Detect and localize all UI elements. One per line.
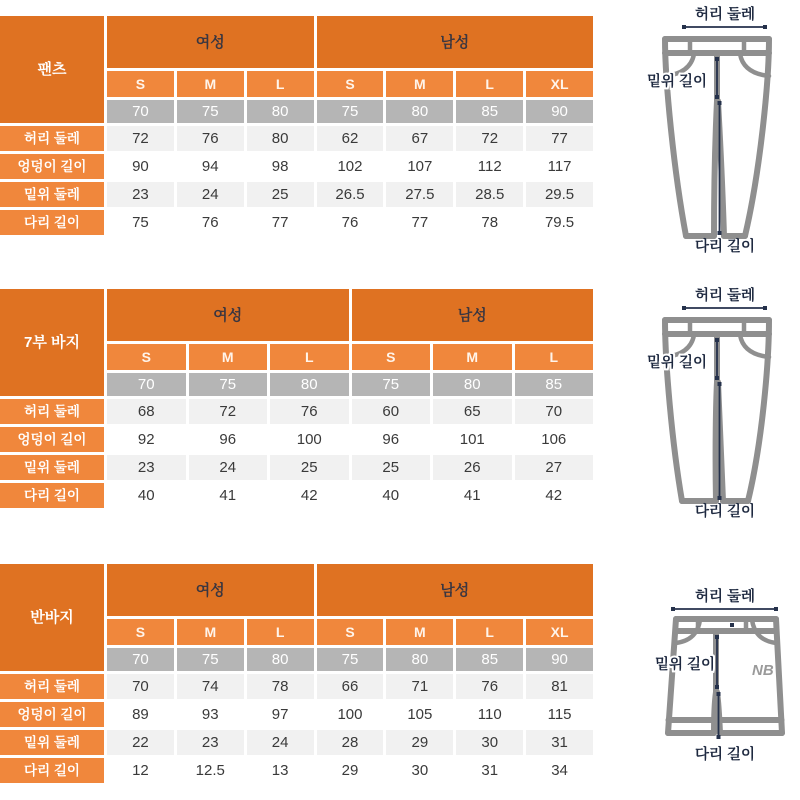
size-measure-cell: 80 [386,648,453,671]
value-cell: 28.5 [456,182,523,207]
value-cell: 110 [456,702,523,727]
size-measure-cell: 80 [386,100,453,123]
size-measure-cell: 75 [177,100,244,123]
row-label-cell: 다리 길이 [0,758,104,783]
size-measure-cell: 80 [270,373,349,396]
value-cell: 40 [107,483,186,508]
value-cell: 42 [270,483,349,508]
value-cell: 31 [526,730,593,755]
row-label-cell: 허리 둘레 [0,126,104,151]
value-cell: 66 [317,674,384,699]
size-header-cell: XL [526,619,593,645]
value-cell: 117 [526,154,593,179]
value-cell: 106 [515,427,594,452]
size-measure-cell: 75 [317,648,384,671]
rise-label: 밑위 길이 [654,657,716,673]
size-measure-cell: 90 [526,648,593,671]
value-cell: 74 [177,674,244,699]
value-cell: 100 [317,702,384,727]
size-measure-cell: 90 [526,100,593,123]
value-cell: 112 [456,154,523,179]
size-header-cell: L [456,619,523,645]
value-cell: 42 [515,483,594,508]
row-label-cell: 엉덩이 길이 [0,154,104,179]
size-header-cell: L [247,71,314,97]
value-cell: 93 [177,702,244,727]
waist-measure-arrow [682,306,767,310]
pants-diagram [632,2,800,259]
value-cell: 29.5 [526,182,593,207]
value-cell: 24 [177,182,244,207]
size-header-cell: M [433,344,512,370]
waist-label: 허리 둘레 [694,589,756,605]
waist-measure-arrow [671,607,778,611]
value-cell: 13 [247,758,314,783]
value-cell: 72 [107,126,174,151]
value-cell: 26 [433,455,512,480]
value-cell: 96 [189,427,268,452]
value-cell: 76 [270,399,349,424]
value-cell: 65 [433,399,512,424]
value-cell: 24 [189,455,268,480]
size-header-cell: L [270,344,349,370]
value-cell: 31 [456,758,523,783]
size-measure-cell: 75 [317,100,384,123]
capri-size-table [0,289,593,508]
size-measure-cell: 75 [189,373,268,396]
drawcord-dot [730,623,734,627]
row-label-cell: 다리 길이 [0,483,104,508]
pants-size-table [0,16,593,235]
value-cell: 115 [526,702,593,727]
gender-header-cell: 여성 [107,564,314,616]
value-cell: 80 [247,126,314,151]
leg-label: 다리 길이 [694,504,756,520]
shorts-size-table [0,564,593,783]
row-label-cell: 밑위 둘레 [0,182,104,207]
value-cell: 27 [515,455,594,480]
row-label-cell: 엉덩이 길이 [0,702,104,727]
value-cell: 12 [107,758,174,783]
row-label-cell: 밑위 둘레 [0,455,104,480]
value-cell: 60 [352,399,431,424]
value-cell: 26.5 [317,182,384,207]
size-header-cell: S [317,619,384,645]
value-cell: 78 [456,210,523,235]
value-cell: 105 [386,702,453,727]
row-label-cell: 엉덩이 길이 [0,427,104,452]
new-balance-logo-icon: NB [752,662,774,679]
table-title-cell: 반바지 [0,564,104,671]
value-cell: 12.5 [177,758,244,783]
value-cell: 70 [107,674,174,699]
size-measure-cell: 70 [107,373,186,396]
value-cell: 23 [107,182,174,207]
row-label-cell: 허리 둘레 [0,674,104,699]
value-cell: 70 [515,399,594,424]
size-header-cell: L [456,71,523,97]
value-cell: 97 [247,702,314,727]
value-cell: 25 [270,455,349,480]
value-cell: 76 [317,210,384,235]
value-cell: 41 [189,483,268,508]
value-cell: 22 [107,730,174,755]
pants-diagram-svg [632,2,800,254]
size-header-cell: M [386,71,453,97]
value-cell: 62 [317,126,384,151]
value-cell: 25 [352,455,431,480]
size-measure-cell: 85 [456,100,523,123]
capri-diagram [632,283,800,526]
value-cell: 77 [526,126,593,151]
size-header-cell: S [107,619,174,645]
rise-label: 밑위 길이 [646,355,708,371]
size-measure-cell: 85 [456,648,523,671]
value-cell: 75 [107,210,174,235]
size-header-cell: S [107,71,174,97]
waist-measure-arrow [682,25,767,29]
value-cell: 28 [317,730,384,755]
gender-header-cell: 남성 [352,289,594,341]
size-header-cell: S [317,71,384,97]
value-cell: 23 [107,455,186,480]
size-measure-cell: 80 [247,648,314,671]
value-cell: 27.5 [386,182,453,207]
gender-header-cell: 여성 [107,289,349,341]
gender-header-cell: 여성 [107,16,314,68]
size-measure-cell: 70 [107,100,174,123]
value-cell: 81 [526,674,593,699]
value-cell: 89 [107,702,174,727]
row-label-cell: 밑위 둘레 [0,730,104,755]
shorts-diagram [628,561,800,778]
waist-label: 허리 둘레 [694,288,756,304]
value-cell: 76 [177,210,244,235]
value-cell: 77 [386,210,453,235]
size-measure-cell: 85 [515,373,594,396]
size-header-cell: S [107,344,186,370]
size-header-cell: M [386,619,453,645]
leg-label: 다리 길이 [694,747,756,763]
value-cell: 79.5 [526,210,593,235]
rise-label: 밑위 길이 [646,74,708,90]
value-cell: 29 [386,730,453,755]
size-measure-cell: 75 [352,373,431,396]
value-cell: 41 [433,483,512,508]
value-cell: 98 [247,154,314,179]
value-cell: 25 [247,182,314,207]
gender-header-cell: 남성 [317,564,593,616]
size-header-cell: M [189,344,268,370]
size-measure-cell: 75 [177,648,244,671]
value-cell: 30 [386,758,453,783]
value-cell: 67 [386,126,453,151]
value-cell: 102 [317,154,384,179]
value-cell: 72 [456,126,523,151]
value-cell: 72 [189,399,268,424]
size-header-cell: M [177,71,244,97]
table-title-cell: 팬츠 [0,16,104,123]
table-title-cell: 7부 바지 [0,289,104,396]
value-cell: 101 [433,427,512,452]
value-cell: 76 [456,674,523,699]
size-measure-cell: 80 [433,373,512,396]
size-header-cell: L [247,619,314,645]
value-cell: 23 [177,730,244,755]
shorts-diagram-svg [628,561,800,773]
size-header-cell: XL [526,71,593,97]
value-cell: 78 [247,674,314,699]
waist-label: 허리 둘레 [694,7,756,23]
value-cell: 30 [456,730,523,755]
size-header-cell: L [515,344,594,370]
value-cell: 92 [107,427,186,452]
value-cell: 29 [317,758,384,783]
value-cell: 100 [270,427,349,452]
value-cell: 94 [177,154,244,179]
value-cell: 24 [247,730,314,755]
leg-label: 다리 길이 [694,239,756,254]
value-cell: 40 [352,483,431,508]
value-cell: 96 [352,427,431,452]
value-cell: 90 [107,154,174,179]
value-cell: 34 [526,758,593,783]
row-label-cell: 다리 길이 [0,210,104,235]
size-header-cell: M [177,619,244,645]
row-label-cell: 허리 둘레 [0,399,104,424]
value-cell: 77 [247,210,314,235]
size-header-cell: S [352,344,431,370]
value-cell: 71 [386,674,453,699]
value-cell: 107 [386,154,453,179]
size-measure-cell: 70 [107,648,174,671]
gender-header-cell: 남성 [317,16,593,68]
value-cell: 68 [107,399,186,424]
capri-diagram-svg [632,283,800,521]
value-cell: 76 [177,126,244,151]
size-measure-cell: 80 [247,100,314,123]
